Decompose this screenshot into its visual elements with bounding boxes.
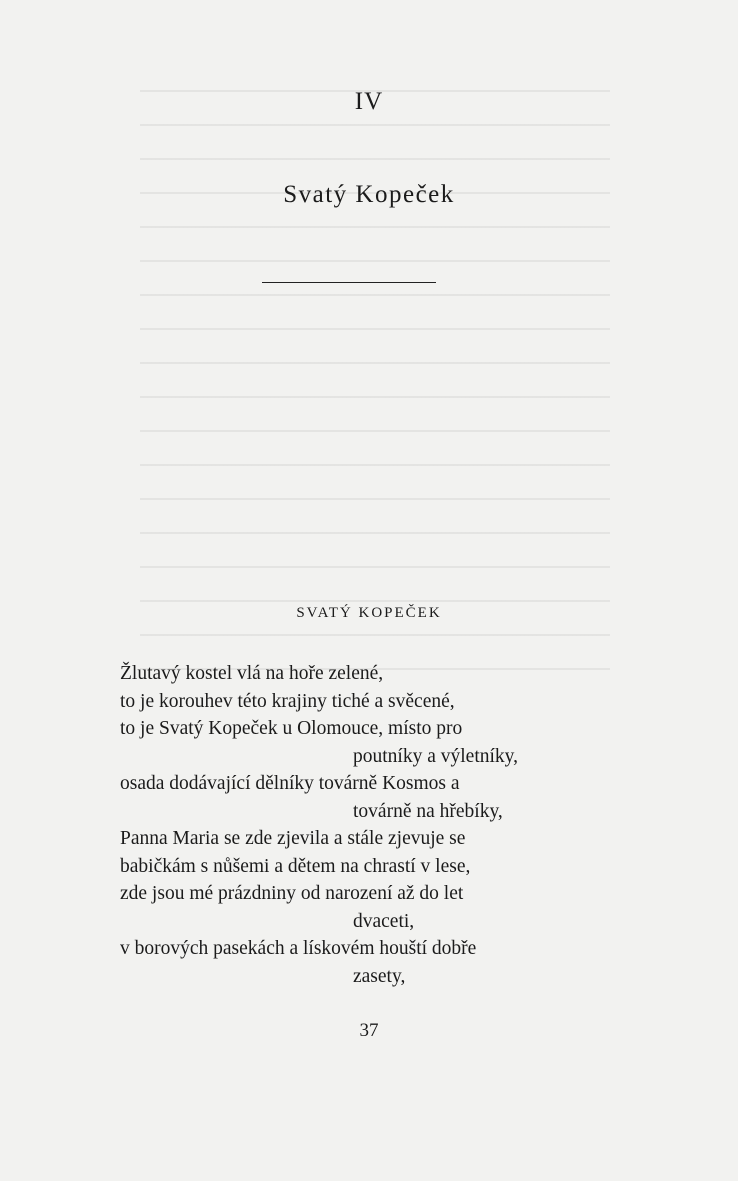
poem-line: to je Svatý Kopeček u Olomouce, místo pro xyxy=(120,718,463,739)
poem-line: v borových pasekách a lískovém houští dobře xyxy=(120,938,477,959)
poem-line: babičkám s nůšemi a dětem na chrastí v lese, xyxy=(120,855,471,877)
show-through-texture xyxy=(140,90,610,690)
chapter-number: IV xyxy=(354,88,384,115)
poem-title: SVATÝ KOPEČEK xyxy=(296,605,442,621)
chapter-title: Svatý Kopeček xyxy=(283,181,455,208)
page-number: 37 xyxy=(359,1020,379,1041)
poem-line: osada dodávající dělníky továrně Kosmos a xyxy=(120,773,460,794)
poem-line-continuation: dvaceti, xyxy=(353,910,415,932)
poem-line: Žlutavý kostel vlá na hoře zelené, xyxy=(120,663,384,684)
chapter-divider-rule xyxy=(262,282,436,283)
poem-line-continuation: továrně na hřebíky, xyxy=(353,800,503,822)
poem-line: to je korouhev této krajiny tiché a svěcené, xyxy=(120,690,455,712)
poem-line-continuation: poutníky a výletníky, xyxy=(353,745,519,767)
poem-line: Panna Maria se zde zjevila a stále zjevuje se xyxy=(120,828,466,849)
poem-line: zde jsou mé prázdniny od narození až do let xyxy=(120,883,464,904)
poem-body xyxy=(120,660,600,990)
poem-line-continuation: zasety, xyxy=(353,965,406,987)
